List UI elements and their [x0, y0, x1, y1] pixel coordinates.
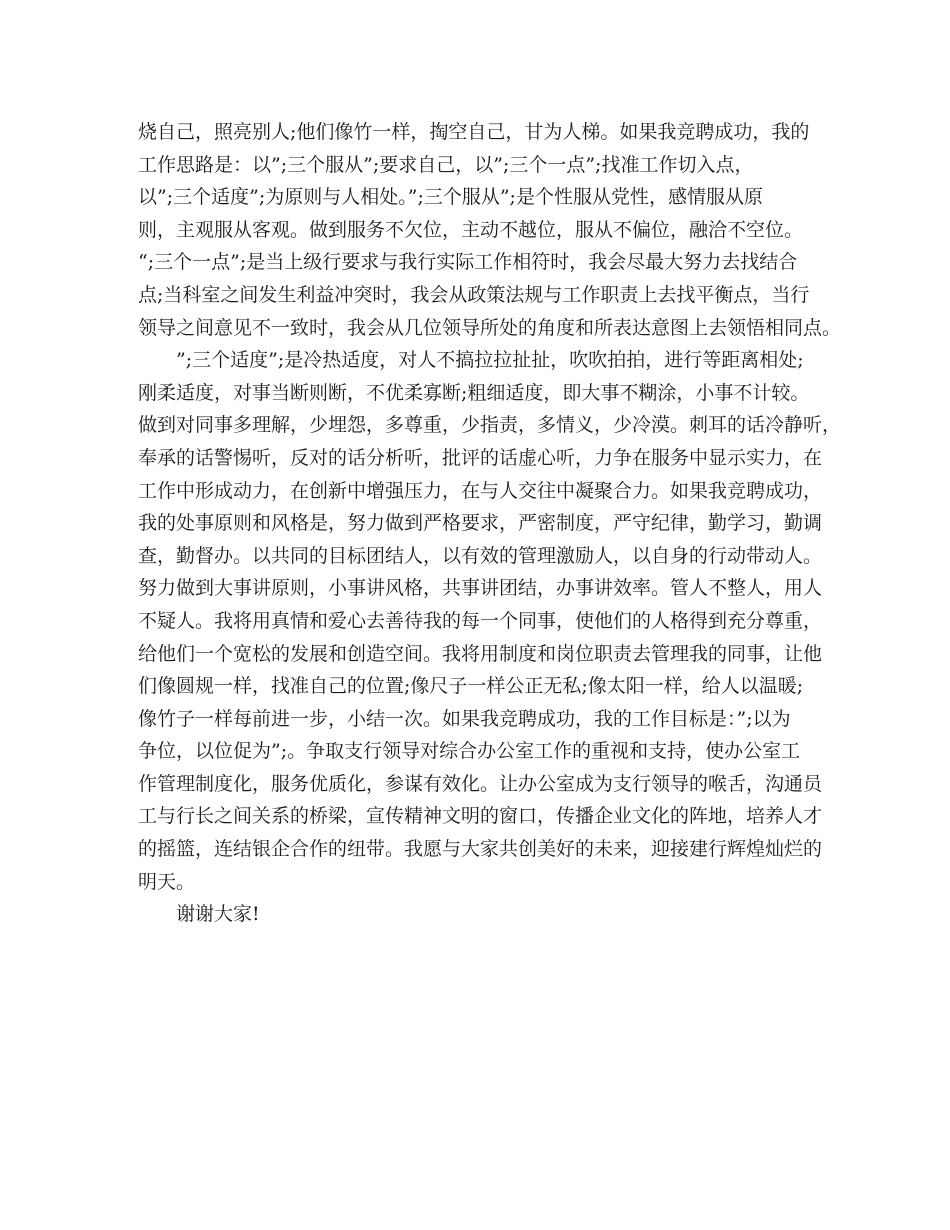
text-line: 我的处事原则和风格是，努力做到严格要求，严密制度，严守纪律，勤学习，勤调	[138, 512, 823, 535]
text-line: 烧自己，照亮别人;他们像竹一样，掏空自己，甘为人梯。如果我竞聘成功，我的	[138, 121, 810, 143]
text-line: 给他们一个宽松的发展和创造空间。我将用制度和岗位职责去管理我的同事，让他	[138, 642, 823, 665]
text-line: 努力做到大事讲原则，小事讲风格，共事讲团结，办事讲效率。管人不整人，用人	[138, 577, 823, 600]
text-line: 查，勤督办。以共同的目标团结人，以有效的管理激励人，以自身的行动带动人。	[138, 544, 823, 567]
text-line: 明天。	[138, 870, 196, 893]
text-line: 像竹子一样每前进一步，小结一次。如果我竞聘成功，我的工作目标是：”;以为	[138, 707, 791, 730]
text-line: 领导之间意见不一致时，我会从几位领导所处的角度和所表达意图上去领悟相同点。	[138, 316, 842, 339]
text-line: 工作思路是：以”;三个服从”;要求自己，以”;三个一点”;找准工作切入点，	[138, 153, 754, 176]
text-line: ”;三个适度”;是冷热适度，对人不搞拉拉扯扯，吹吹拍拍，进行等距离相处;	[176, 349, 804, 372]
text-line: “;三个一点”;是当上级行要求与我行实际工作相符时，我会尽最大努力去找结合	[138, 251, 798, 274]
text-line: 奉承的话警惕听，反对的话分析听，批评的话虚心听，力争在服务中显示实力，在	[138, 446, 823, 469]
text-line: 点;当科室之间发生利益冲突时，我会从政策法规与工作职责上去找平衡点，当行	[138, 283, 810, 306]
text-line: 工作中形成动力，在创新中增强压力，在与人交往中凝聚合力。如果我竞聘成功，	[138, 479, 823, 502]
text-line: 争位，以位促为”;。争取支行领导对综合办公室工作的重视和支持，使办公室工	[138, 740, 801, 763]
text-line: 不疑人。我将用真情和爱心去善待我的每一个同事，使他们的人格得到充分尊重，	[138, 609, 823, 632]
text-line: 做到对同事多理解，少埋怨，多尊重，少指责，多情义，少冷漠。刺耳的话冷静听，	[138, 414, 842, 437]
text-line: 刚柔适度，对事当断则断，不优柔寡断;粗细适度，即大事不糊涂，小事不计较。	[138, 381, 810, 404]
document-body	[138, 116, 842, 931]
paragraph-three-moderations	[138, 344, 842, 898]
text-line: 作管理制度化，服务优质化，参谋有效化。让办公室成为支行领导的喉舌，沟通员	[138, 772, 823, 795]
text-line: 以”;三个适度”;为原则与人相处。”;三个服从”;是个性服从党性，感情服从原	[138, 186, 763, 209]
text-line: 工与行长之间关系的桥梁，宣传精神文明的窗口，传播企业文化的阵地，培养人才	[138, 805, 823, 828]
text-line: 的摇篮，连结银企合作的纽带。我愿与大家共创美好的未来，迎接建行辉煌灿烂的	[138, 838, 823, 861]
paragraph-continuation	[138, 116, 842, 344]
closing-paragraph	[138, 898, 828, 931]
closing-text: 谢谢大家!	[176, 903, 260, 926]
text-line: 们像圆规一样，找准自己的位置;像尺子一样公正无私;像太阳一样，给人以温暖;	[138, 675, 804, 698]
text-line: 则，主观服从客观。做到服务不欠位，主动不越位，服从不偏位，融洽不空位。	[138, 218, 804, 241]
